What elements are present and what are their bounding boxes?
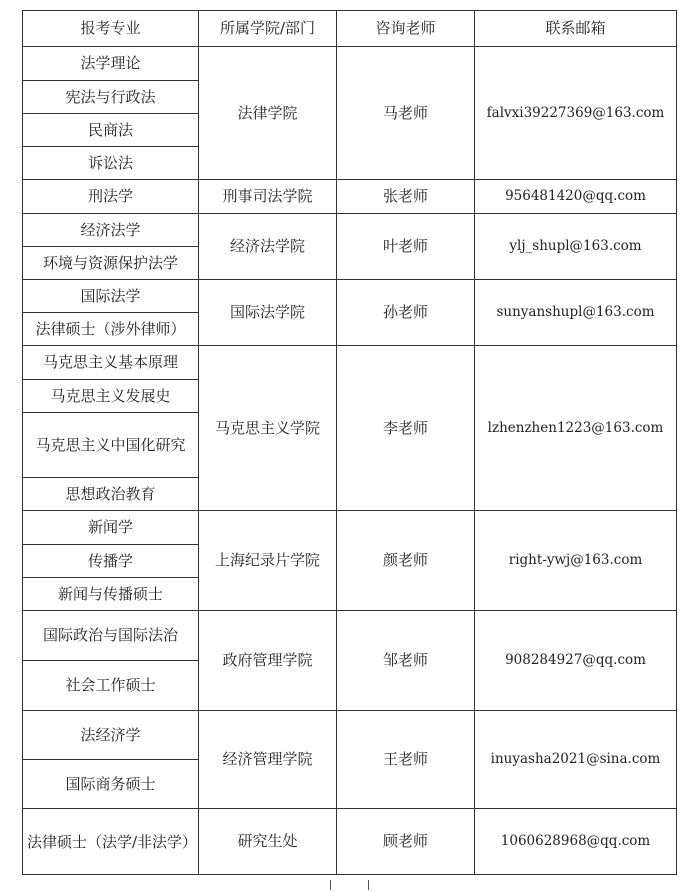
major-cell: 马克思主义发展史	[23, 380, 199, 413]
dept-cell: 马克思主义学院	[199, 346, 337, 511]
email-cell: 1060628968@qq.com	[475, 809, 677, 875]
table-row	[23, 280, 677, 313]
email-cell: sunyanshupl@163.com	[475, 280, 677, 346]
email-cell: 956481420@qq.com	[475, 180, 677, 214]
email-cell: right-ywj@163.com	[475, 511, 677, 611]
dept-cell: 研究生处	[199, 809, 337, 875]
major-cell: 马克思主义中国化研究	[23, 413, 199, 478]
email-cell: falvxi39227369@163.com	[475, 47, 677, 180]
dept-cell: 经济法学院	[199, 214, 337, 280]
major-cell: 国际商务硕士	[23, 760, 199, 809]
table-row	[23, 47, 677, 81]
table-row	[23, 511, 677, 545]
teacher-cell: 李老师	[337, 346, 475, 511]
dept-cell: 国际法学院	[199, 280, 337, 346]
dept-cell: 政府管理学院	[199, 611, 337, 711]
dept-cell: 法律学院	[199, 47, 337, 180]
table-row	[23, 809, 677, 875]
major-cell: 法律硕士（法学/非法学）	[23, 809, 199, 875]
major-cell: 法经济学	[23, 711, 199, 760]
major-cell: 法学理论	[23, 47, 199, 81]
teacher-cell: 孙老师	[337, 280, 475, 346]
header-email: 联系邮箱	[475, 11, 677, 47]
teacher-cell: 邹老师	[337, 611, 475, 711]
major-cell: 国际政治与国际法治	[23, 611, 199, 661]
email-cell: ylj_shupl@163.com	[475, 214, 677, 280]
major-cell: 传播学	[23, 545, 199, 578]
header-row	[23, 11, 677, 47]
teacher-cell: 王老师	[337, 711, 475, 809]
major-cell: 宪法与行政法	[23, 81, 199, 114]
page-edge-mark	[330, 880, 331, 890]
major-cell: 新闻与传播硕士	[23, 578, 199, 611]
major-cell: 诉讼法	[23, 147, 199, 180]
dept-cell: 经济管理学院	[199, 711, 337, 809]
teacher-cell: 张老师	[337, 180, 475, 214]
email-cell: 908284927@qq.com	[475, 611, 677, 711]
teacher-cell: 叶老师	[337, 214, 475, 280]
major-cell: 社会工作硕士	[23, 661, 199, 711]
table-row	[23, 214, 677, 247]
major-cell: 国际法学	[23, 280, 199, 313]
email-cell: lzhenzhen1223@163.com	[475, 346, 677, 511]
table-row	[23, 611, 677, 661]
major-cell: 环境与资源保护法学	[23, 247, 199, 280]
table-row	[23, 711, 677, 760]
header-dept: 所属学院/部门	[199, 11, 337, 47]
contact-table	[22, 10, 677, 875]
header-major: 报考专业	[23, 11, 199, 47]
dept-cell: 上海纪录片学院	[199, 511, 337, 611]
page-edge-mark	[368, 880, 369, 890]
dept-cell: 刑事司法学院	[199, 180, 337, 214]
major-cell: 新闻学	[23, 511, 199, 545]
table-row	[23, 180, 677, 214]
major-cell: 马克思主义基本原理	[23, 346, 199, 380]
teacher-cell: 颜老师	[337, 511, 475, 611]
teacher-cell: 顾老师	[337, 809, 475, 875]
major-cell: 刑法学	[23, 180, 199, 214]
header-teacher: 咨询老师	[337, 11, 475, 47]
major-cell: 经济法学	[23, 214, 199, 247]
major-cell: 法律硕士（涉外律师）	[23, 313, 199, 346]
email-cell: inuyasha2021@sina.com	[475, 711, 677, 809]
teacher-cell: 马老师	[337, 47, 475, 180]
major-cell: 思想政治教育	[23, 478, 199, 511]
table-row	[23, 346, 677, 380]
major-cell: 民商法	[23, 114, 199, 147]
